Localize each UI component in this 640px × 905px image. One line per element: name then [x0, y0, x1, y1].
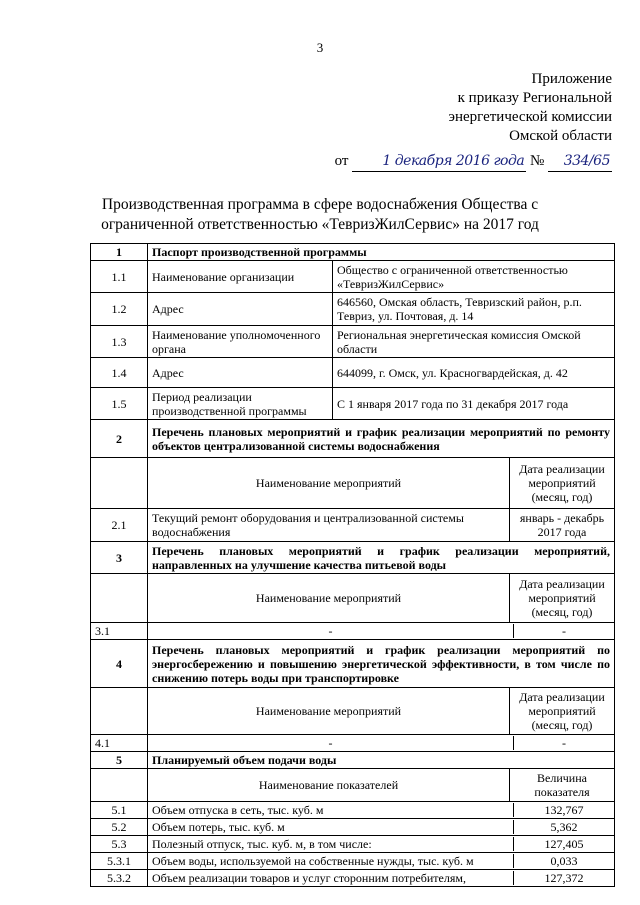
indicator-value: 132,767 — [544, 803, 584, 817]
row-number: 1.4 — [91, 358, 148, 388]
indicator-name: Объем реализации товаров и услуг сторонним потребителям, — [148, 871, 514, 885]
row-number: 2.1 — [91, 509, 148, 542]
row-number: 5.1 — [91, 802, 148, 819]
column-header-name: Наименование показателей — [148, 769, 510, 801]
row-label: Наименование организации — [148, 261, 333, 293]
document-title — [30, 195, 610, 235]
row-cell — [148, 836, 615, 853]
row-number — [91, 769, 148, 802]
header-cell — [148, 574, 615, 623]
section-row — [91, 244, 615, 261]
approval-block — [335, 70, 612, 172]
section-row — [91, 640, 615, 688]
page-number: 3 — [316, 40, 324, 55]
section-number: 2 — [91, 420, 148, 458]
row-value: 646560, Омская область, Тевризский район, р.п. Тевриз, ул. Почтовая, д. 14 — [333, 293, 615, 326]
row-number — [91, 688, 148, 735]
row-number: 3.1 — [91, 623, 148, 640]
row-number: 1.2 — [91, 293, 148, 326]
row-label: Адрес — [148, 358, 333, 388]
indicator-value: 0,033 — [550, 854, 578, 868]
row-label: Наименование уполномоченного органа — [148, 326, 333, 358]
table-row — [91, 623, 615, 640]
row-label: Период реализации производственной программы — [148, 388, 333, 420]
table-row — [91, 802, 615, 819]
table-header-row — [91, 688, 615, 735]
section-title: Перечень плановых мероприятий и график реализации мероприятий по ремонту объектов централизованной системы водоснабжения — [148, 420, 615, 458]
row-cell — [148, 802, 615, 819]
column-header-date: Дата реализации мероприятий (месяц, год) — [519, 690, 605, 732]
number-prefix: № — [529, 153, 545, 169]
column-header-date: Дата реализации мероприятий (месяц, год) — [519, 577, 605, 619]
table-header-row — [91, 458, 615, 509]
row-cell — [148, 735, 615, 752]
column-header-date: Дата реализации мероприятий (месяц, год) — [519, 462, 605, 504]
table-row — [91, 326, 615, 358]
approval-line-3: энергетической комиссии — [448, 109, 612, 125]
table-header-row — [91, 769, 615, 802]
row-number — [91, 458, 148, 509]
table-row — [91, 836, 615, 853]
section-title: Перечень плановых мероприятий и график реализации мероприятий по энергосбережению и повышению энергетической эффективности, в том числе по снижению потерь воды при транспортировке — [148, 640, 615, 688]
row-number: 1.5 — [91, 388, 148, 420]
row-value: Региональная энергетическая комиссия Омской области — [333, 326, 615, 358]
indicator-value: 127,405 — [544, 837, 584, 851]
table-row — [91, 388, 615, 420]
handwritten-date: 1 декабря 2016 года — [352, 152, 526, 172]
measure-date: - — [562, 736, 566, 750]
row-number — [91, 574, 148, 623]
table-row — [91, 358, 615, 388]
table-row — [91, 735, 615, 752]
section-row — [91, 542, 615, 574]
section-number: 3 — [91, 542, 148, 574]
section-title: Перечень плановых мероприятий и график реализации мероприятий, направленных на улучшение качества питьевой воды — [148, 542, 615, 574]
column-header-name: Наименование мероприятий — [148, 574, 510, 622]
indicator-name: Объем отпуска в сеть, тыс. куб. м — [148, 803, 514, 817]
header-cell — [148, 688, 615, 735]
title-line-1: Производственная программа в сфере водоснабжения Общества с — [101, 196, 539, 213]
row-cell — [148, 819, 615, 836]
table-row — [91, 819, 615, 836]
section-row — [91, 420, 615, 458]
row-value: 644099, г. Омск, ул. Красногвардейская, д. 42 — [333, 358, 615, 388]
table-row — [91, 509, 615, 542]
date-prefix: от — [334, 153, 349, 169]
row-number: 5.2 — [91, 819, 148, 836]
row-value: Общество с ограниченной ответственностью «ТевризЖилСервис» — [333, 261, 615, 293]
measure-name: - — [148, 624, 514, 638]
table-header-row — [91, 574, 615, 623]
measure-name: - — [148, 736, 514, 750]
row-number: 5.3.1 — [91, 853, 148, 870]
header-cell — [148, 769, 615, 802]
row-label: Адрес — [148, 293, 333, 326]
column-header-value: Величина показателя — [534, 771, 590, 799]
header-cell — [148, 458, 615, 509]
title-line-2: ограниченной ответственностью «ТевризЖилСервис» на 2017 год — [101, 216, 539, 233]
row-number: 5.3.2 — [91, 870, 148, 887]
table-row — [91, 870, 615, 887]
row-number: 4.1 — [91, 735, 148, 752]
row-cell — [148, 623, 615, 640]
indicator-name: Объем потерь, тыс. куб. м — [148, 820, 514, 834]
section-title: Планируемый объем подачи воды — [148, 752, 615, 769]
measure-date: январь - декабрь 2017 года — [519, 511, 605, 539]
measure-date: - — [562, 624, 566, 638]
row-value: С 1 января 2017 года по 31 декабря 2017 года — [333, 388, 615, 420]
row-cell — [148, 509, 615, 542]
section-number: 1 — [91, 244, 148, 261]
row-cell — [148, 870, 615, 887]
column-header-name: Наименование мероприятий — [148, 458, 510, 508]
section-number: 4 — [91, 640, 148, 688]
approval-date-line — [335, 152, 612, 172]
indicator-value: 127,372 — [544, 871, 584, 885]
measure-name: Текущий ремонт оборудования и централизованной системы водоснабжения — [148, 509, 510, 541]
section-row — [91, 752, 615, 769]
approval-line-2: к приказу Региональной — [457, 90, 612, 106]
approval-line-4: Омской области — [509, 128, 612, 144]
row-cell — [148, 853, 615, 870]
table-row — [91, 853, 615, 870]
row-number: 1.1 — [91, 261, 148, 293]
handwritten-number: 334/65 — [548, 152, 612, 172]
column-header-name: Наименование мероприятий — [148, 688, 510, 734]
indicator-name: Объем воды, используемой на собственные нужды, тыс. куб. м — [148, 854, 514, 868]
table-row — [91, 261, 615, 293]
row-number: 5.3 — [91, 836, 148, 853]
approval-line-1: Приложение — [531, 71, 612, 87]
section-title: Паспорт производственной программы — [148, 244, 615, 261]
indicator-value: 5,362 — [550, 820, 578, 834]
program-table — [90, 243, 615, 887]
table-row — [91, 293, 615, 326]
row-number: 1.3 — [91, 326, 148, 358]
section-number: 5 — [91, 752, 148, 769]
indicator-name: Полезный отпуск, тыс. куб. м, в том числе: — [148, 837, 514, 851]
